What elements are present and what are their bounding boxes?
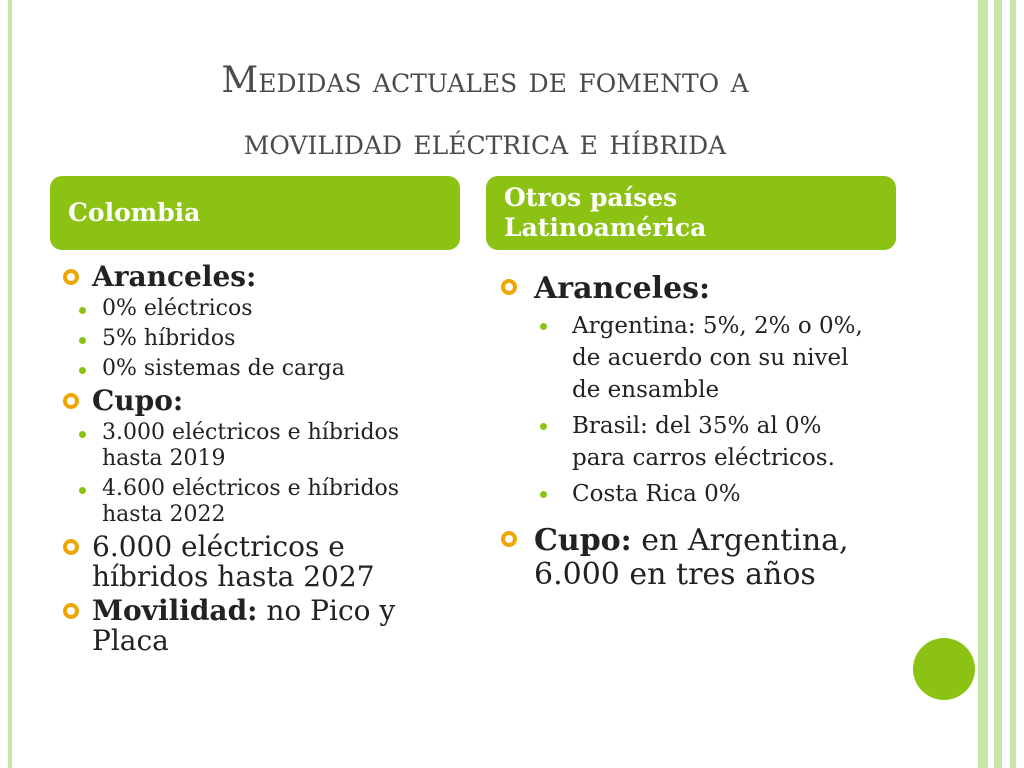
right-frame-bar xyxy=(994,0,1002,768)
otros-header-line1: Otros países xyxy=(504,183,678,212)
slide-title xyxy=(60,50,910,174)
list-item: Brasil: del 35% al 0% para carros eléctricos. xyxy=(500,410,880,474)
list-item: 0% sistemas de carga xyxy=(62,356,422,382)
dot-bullet-icon xyxy=(79,307,86,314)
list-item: Costa Rica 0% xyxy=(500,478,880,510)
bullet-6000: 6.000 eléctricos e híbridos hasta 2027 xyxy=(62,532,422,592)
right-frame-bar xyxy=(1010,0,1016,768)
otros-paises-header xyxy=(486,176,896,250)
cupo-label: Cupo: xyxy=(92,384,184,417)
dot-bullet-icon xyxy=(79,431,86,438)
movilidad-label: Movilidad: xyxy=(92,594,258,627)
slide-title-line1: Medidas actuales de fomento a xyxy=(221,60,749,101)
list-item: 4.600 eléctricos e híbridos hasta 2022 xyxy=(62,476,422,528)
ring-bullet-icon xyxy=(62,392,80,410)
dot-bullet-icon xyxy=(79,487,86,494)
dot-bullet-icon xyxy=(540,323,547,330)
cupo-label: Cupo: xyxy=(534,523,632,558)
bullet-movilidad xyxy=(62,596,422,656)
list-item: Argentina: 5%, 2% o 0%, de acuerdo con su nivel de ensamble xyxy=(500,310,880,406)
aranceles-label: Aranceles: xyxy=(92,260,257,293)
dot-bullet-icon xyxy=(79,367,86,374)
ring-bullet-icon xyxy=(62,602,80,620)
dot-bullet-icon xyxy=(79,337,86,344)
bullet-cupo xyxy=(500,524,880,592)
ring-bullet-icon xyxy=(62,538,80,556)
left-frame-bar xyxy=(8,0,12,768)
bullet-aranceles xyxy=(500,272,880,306)
colombia-header xyxy=(50,176,460,250)
bullet-cupo xyxy=(62,386,422,416)
ring-bullet-icon xyxy=(500,278,518,296)
aranceles-label: Aranceles: xyxy=(534,271,711,306)
colombia-column xyxy=(62,262,422,660)
cupo-text: en Argentina, 6.000 en tres años xyxy=(534,523,849,592)
otros-paises-column xyxy=(500,272,880,596)
colombia-header-label: Colombia xyxy=(68,198,201,227)
movilidad-text: no Pico y Placa xyxy=(92,594,396,657)
dot-bullet-icon xyxy=(540,491,547,498)
bullet-aranceles xyxy=(62,262,422,292)
slide-title-line2: movilidad eléctrica e híbrida xyxy=(243,122,727,163)
ring-bullet-icon xyxy=(62,268,80,286)
ring-bullet-icon xyxy=(500,530,518,548)
list-item: 5% híbridos xyxy=(62,326,422,352)
right-frame-bar xyxy=(978,0,988,768)
decorative-circle xyxy=(913,638,975,700)
list-item: 0% eléctricos xyxy=(62,296,422,322)
list-item: 3.000 eléctricos e híbridos hasta 2019 xyxy=(62,420,422,472)
otros-header-line2: Latinoamérica xyxy=(504,213,707,242)
dot-bullet-icon xyxy=(540,423,547,430)
